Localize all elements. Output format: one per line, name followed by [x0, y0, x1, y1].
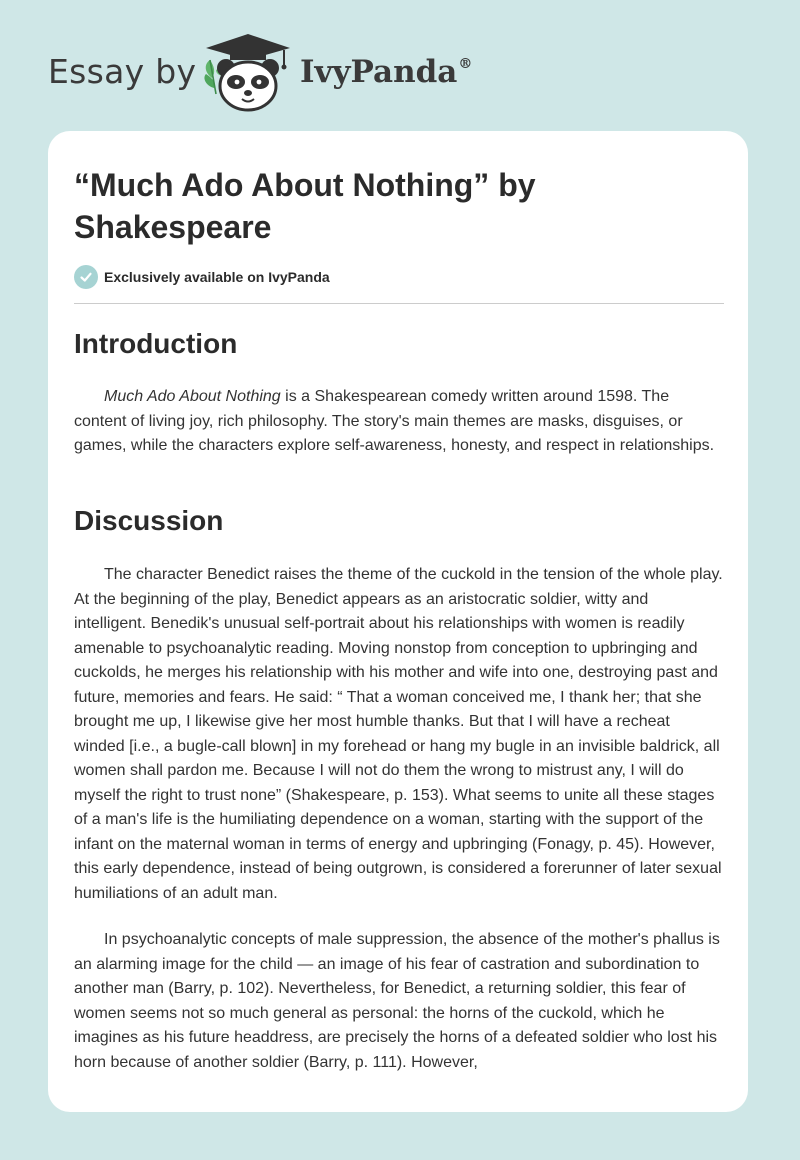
section-heading-introduction: Introduction	[74, 328, 238, 359]
paragraph-text: is a Shakespearean comedy written around 1598. The content of living joy, rich philosophy. The story's main themes are masks, disguises, or games, while the characters explore self-awareness, honesty, and respect in relationships.	[74, 388, 715, 454]
exclusive-label: Exclusively available on IvyPanda	[104, 269, 330, 285]
check-icon	[74, 265, 98, 289]
article-card	[48, 131, 748, 1112]
paragraph-discussion-1: The character Benedict raises the theme of the cuckold in the tension of the whole play. At the beginning of the play, Benedict appears as an aristocratic soldier, witty and intelligent. Benedik's unusual self-portrait about his relationships with women is readily amenable to psychoanalytic reading. Moving nonstop from conception to upbringing and cuckolds, he merges his relationship with his mother and wife into one, destroying past and future, memories and fears. He said: “ That a woman conceived me, I thank her; that she brought me up, I likewise give her most humble thanks. But that I will have a recheat winded [i.e., a bugle-call blown] in my forehead or hang my bugle in an invisible baldrick, all women shall pardon me. Because I will not do them the wrong to mistrust any, I will do myself the right to trust none” (Shakespeare, p. 153). What seems to unite all these stages of a man's life is the humiliating dependence on a woman, starting with the support of the infant on the maternal woman in terms of energy and upbringing (Fonagy, p. 45). However, this early dependence, instead of being outgrown, is considered a forerunner of later sexual humiliations of an adult man.	[74, 566, 723, 902]
panda-logo-icon[interactable]	[200, 32, 296, 112]
paragraph-discussion-2: In psychoanalytic concepts of male suppression, the absence of the mother's phallus is an alarming image for the child — an image of his fear of castration and subordination to another man (Barry, p. 102). Nevertheless, for Benedict, a returning soldier, this fear of women seems not so much general as personal: the horns of the cuckold, which he imagines as his future headdress, are precisely the horns of a defeated soldier who lost his horn because of another soldier (Barry, p. 111). However,	[74, 931, 720, 1071]
brand-label: IvyPanda	[300, 54, 458, 90]
essay-by-label: Essay by	[48, 52, 197, 91]
site-header	[48, 32, 508, 112]
page-title: “Much Ado About Nothing” by Shakespeare	[74, 167, 536, 245]
exclusive-badge	[74, 264, 330, 290]
work-title-italic: Much Ado About Nothing	[104, 388, 281, 405]
brand-name[interactable]	[300, 54, 472, 90]
registered-mark: ®	[458, 56, 473, 72]
section-heading-discussion: Discussion	[74, 505, 224, 536]
paragraph-introduction	[74, 385, 724, 459]
divider	[74, 303, 724, 304]
